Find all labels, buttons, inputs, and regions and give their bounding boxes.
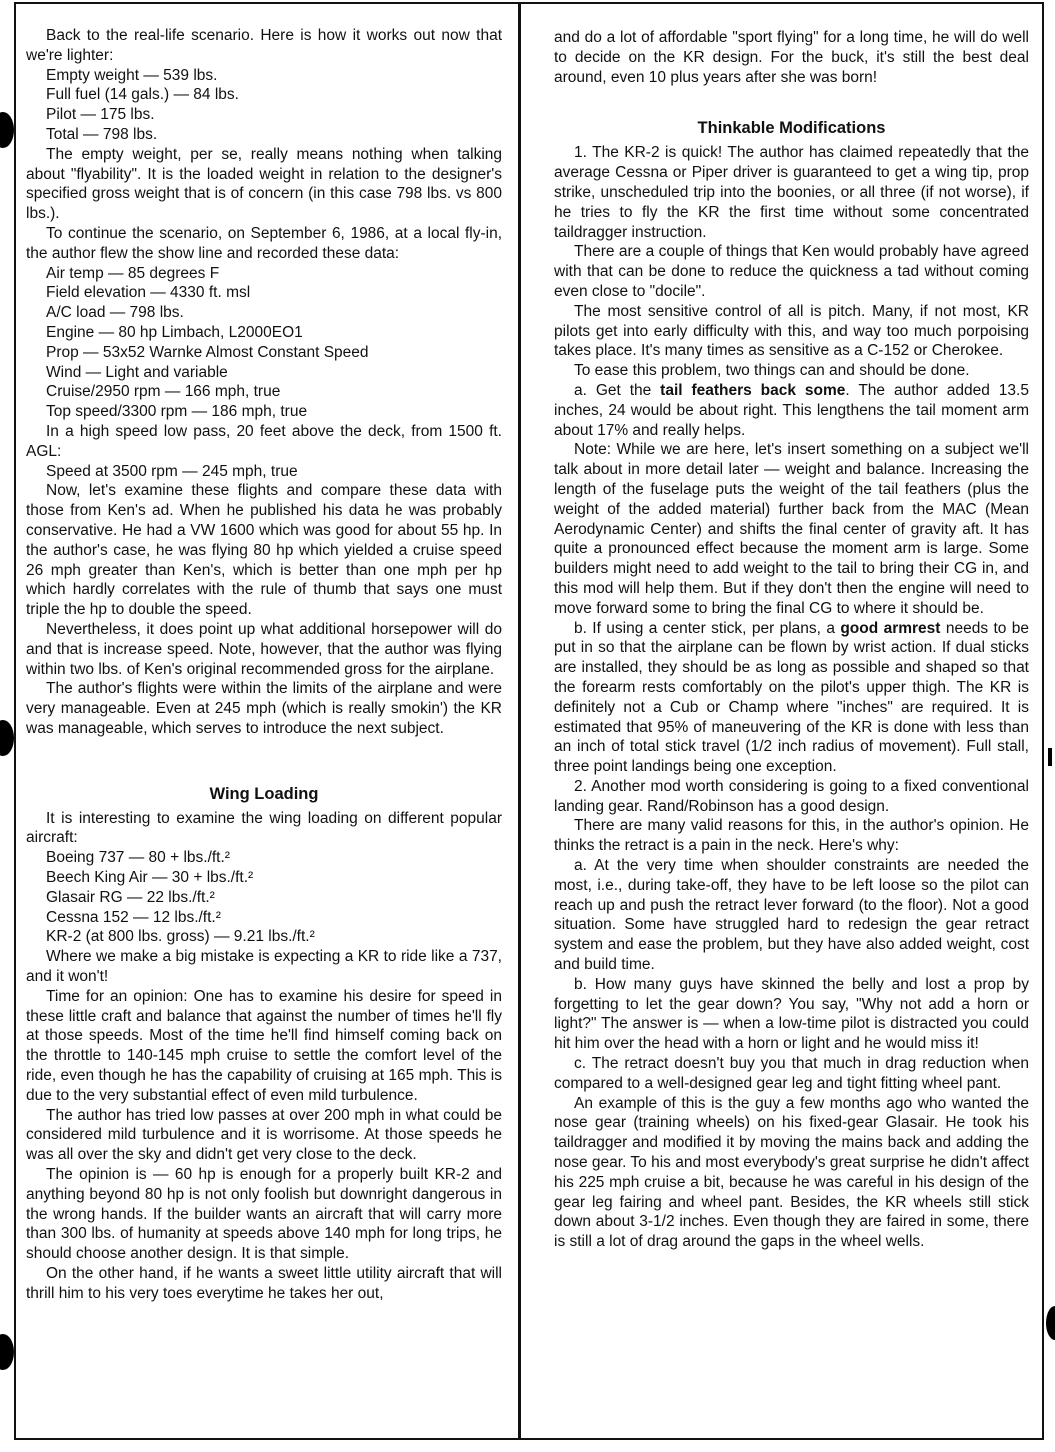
data-item: Speed at 3500 rpm — 245 mph, true xyxy=(46,462,298,480)
paragraph: There are many valid reasons for this, in the author's opinion. He thinks the retract is a pain in the neck. Here's why: xyxy=(554,817,1029,855)
text-run: needs to be put in so that the airplane can be flown by wrist action. If dual sticks are installed, they should be as long as possible and shaped so that the forearm rests comfortably on the pilot's upper thigh. The KR is definitely not a Cub or Champ where "inches" are required. It is estimated that 95% of maneuvering of the KR is done with less than an inch of total stick travel (1/2 inch radius of movement). Full stall, three point landings being one exception. xyxy=(554,619,1029,776)
paragraph: The author has tried low passes at over 200 mph in what could be considered mild turbulence and it is worrisome. At those speeds he was all over the sky and didn't get very close to the deck. xyxy=(26,1106,502,1164)
paragraph: 1. The KR-2 is quick! The author has claimed repeatedly that the average Cessna or Piper driver is guaranteed to get a wing tip, prop strike, unscheduled trip into the boonies, or all three (if not worse), if he tries to fly the KR the first time without some concentrated taildragger instruction. xyxy=(554,144,1029,241)
punch-hole xyxy=(0,1334,14,1370)
bold-text: good armrest xyxy=(840,619,941,637)
paragraph: Now, let's examine these flights and compare these data with those from Ken's ad. When he published his data he was probably conservative. He had a VW 1600 which was good for about 55 hp. In the author's case, he was flying 80 hp which yielded a cruise speed 26 mph greater than Ken's, which is better than one mph per hp which hardly correlates with the rule of thumb that says one must triple the hp to double the speed. xyxy=(26,482,502,619)
paragraph: b. How many guys have skinned the belly and lost a prop by forgetting to let the gear down? You say, "Why not add a horn or light?" The answer is — when a low-time pilot is distracted you could hit him over the head with a horn or light and he would miss it! xyxy=(554,975,1029,1053)
paragraph: Back to the real-life scenario. Here is how it works out now that we're lighter: xyxy=(26,27,502,64)
data-item: Engine — 80 hp Limbach, L2000EO1 xyxy=(46,323,303,341)
section-heading: Wing Loading xyxy=(209,784,319,803)
paragraph: There are a couple of things that Ken would probably have agreed with that can be done to reduce the quickness a tad without coming even close to "docile". xyxy=(554,243,1029,300)
paragraph: The most sensitive control of all is pitch. Many, if not most, KR pilots get into early difficulty with this, and way too much porpoising takes place. It's many times as sensitive as a C-152 or Cherokee. xyxy=(554,302,1029,360)
paragraph: In a high speed low pass, 20 feet above the deck, from 1500 ft. AGL: xyxy=(26,422,502,460)
text-run: . The author added 13.5 inches, 24 would be about right. This lengthens the tail moment arm about 17% and really helps. xyxy=(554,381,1029,439)
paragraph: Where we make a big mistake is expecting a KR to ride like a 737, and it won't! xyxy=(26,948,502,986)
edge-mark xyxy=(1048,748,1052,766)
paragraph: Note: While we are here, let's insert something on a subject we'll talk about in more detail later — weight and balance. Increasing the length of the fuselage puts the weight of the tail feathers (plus the weight of the added material) further back from the MAC (Mean Aerodynamic Center) and shifts the final center of gravity aft. It has quite a pronounced effect because the moment arm is large. Some builders might need to add weight to the tail to bring their CG in, and this mod will help them. But if they don't then the engine will need to move forward some to bring the final CG to where it should be. xyxy=(554,441,1029,617)
paragraph: An example of this is the guy a few months ago who wanted the nose gear (training wheels) on his fixed-gear Glasair. He took his taildragger and modified it by moving the mains back and adding the nose gear. To his and most everybody's great surprise he didn't affect his 225 mph cruise a bit, because he was careful in his design of the gear leg fairing and wheel pant. Besides, the KR wheels still stick down about 3-1/2 inches. Even though they are faired in some, there is still a lot of drag around the gaps in the wheel wells. xyxy=(554,1094,1029,1251)
paragraph: Time for an opinion: One has to examine his desire for speed in these little craft and balance that against the number of times he'll fly at those speeds. Most of the time he'll find himself coming back on the throttle to 140-145 mph cruise to settle the comfort level of the ride, even though he has the capability of cruising at 165 mph. This is due to the very substantial effect of even mild turbulence. xyxy=(26,987,502,1104)
right-column xyxy=(554,28,1029,1252)
text-run: a. Get the xyxy=(574,381,661,399)
left-column xyxy=(26,26,502,1304)
data-item: Field elevation — 4330 ft. msl xyxy=(46,284,251,302)
weight-item: Full fuel (14 gals.) — 84 lbs. xyxy=(46,86,239,104)
bold-text: tail feathers back some xyxy=(660,381,846,399)
punch-hole xyxy=(0,112,14,148)
paragraph: Nevertheless, it does point up what additional horsepower will do and that is increase speed. Note, however, that the author was flying within two lbs. of Ken's original recommended gross for the airplane. xyxy=(26,620,502,678)
data-item: A/C load — 798 lbs. xyxy=(46,304,184,322)
data-item: Prop — 53x52 Warnke Almost Constant Speed xyxy=(46,343,369,361)
paragraph: a. At the very time when shoulder constraints are needed the most, i.e., during take-off, they have to be left loose so the pilot can reach up and push the retract lever forward (to the floor). Not a good situation. Some have struggled hard to redesign the gear retract system and ease the problem, but they have also added weight, cost and build time. xyxy=(554,857,1029,974)
wing-loading-item: Beech King Air — 30 + lbs./ft.² xyxy=(46,869,254,887)
data-item: Cruise/2950 rpm — 166 mph, true xyxy=(46,383,281,401)
text-run: b. If using a center stick, per plans, a xyxy=(574,619,841,637)
wing-loading-item: Cessna 152 — 12 lbs./ft.² xyxy=(46,908,221,926)
paragraph xyxy=(554,619,1029,777)
paragraph: To continue the scenario, on September 6, 1986, at a local fly-in, the author flew the show line and recorded these data: xyxy=(26,224,502,262)
paragraph: The opinion is — 60 hp is enough for a properly built KR-2 and anything beyond 80 hp is not only foolish but downright dangerous in the wrong hands. If the builder wants an aircraft that will carry more than 300 lbs. of humanity at speeds above 140 mph for long trips, he should choose another design. It is that simple. xyxy=(26,1166,502,1263)
wing-loading-item: Boeing 737 — 80 + lbs./ft.² xyxy=(46,849,230,867)
data-item: Wind — Light and variable xyxy=(46,363,228,381)
punch-hole xyxy=(0,720,14,756)
section-heading: Thinkable Modifications xyxy=(697,119,886,138)
weight-item: Pilot — 175 lbs. xyxy=(46,106,155,124)
weight-item: Total — 798 lbs. xyxy=(46,125,158,143)
paragraph: 2. Another mod worth considering is going to a fixed conventional landing gear. Rand/Robinson has a good design. xyxy=(554,777,1029,815)
paragraph: On the other hand, if he wants a sweet little utility aircraft that will thrill him to his very toes everytime he takes her out, xyxy=(26,1265,502,1302)
data-item: Top speed/3300 rpm — 186 mph, true xyxy=(46,403,308,421)
paragraph xyxy=(554,381,1029,440)
paragraph: To ease this problem, two things can and should be done. xyxy=(574,362,970,380)
paragraph: It is interesting to examine the wing loading on different popular aircraft: xyxy=(26,809,502,847)
wing-loading-item: Glasair RG — 22 lbs./ft.² xyxy=(46,888,215,906)
weight-item: Empty weight — 539 lbs. xyxy=(46,66,218,84)
paragraph: The empty weight, per se, really means nothing when talking about "flyability". It is the loaded weight in relation to the designer's specified gross weight that is of concern (in this case 798 lbs. vs 800 lbs.). xyxy=(26,145,502,223)
paragraph: and do a lot of affordable "sport flying" for a long time, he will do well to decide on the KR design. For the buck, it's still the best deal around, even 10 plus years after she was born! xyxy=(554,29,1029,86)
paragraph: The author's flights were within the limits of the airplane and were very manageable. Even at 245 mph (which is really smokin') the KR was manageable, which serves to introduce the next subject. xyxy=(26,680,502,737)
column-divider xyxy=(518,2,521,1440)
paragraph: c. The retract doesn't buy you that much in drag reduction when compared to a well-designed gear leg and tight fitting wheel pant. xyxy=(554,1055,1029,1092)
punch-hole xyxy=(1046,1306,1055,1340)
data-item: Air temp — 85 degrees F xyxy=(46,264,220,282)
wing-loading-item: KR-2 (at 800 lbs. gross) — 9.21 lbs./ft.² xyxy=(46,928,315,946)
